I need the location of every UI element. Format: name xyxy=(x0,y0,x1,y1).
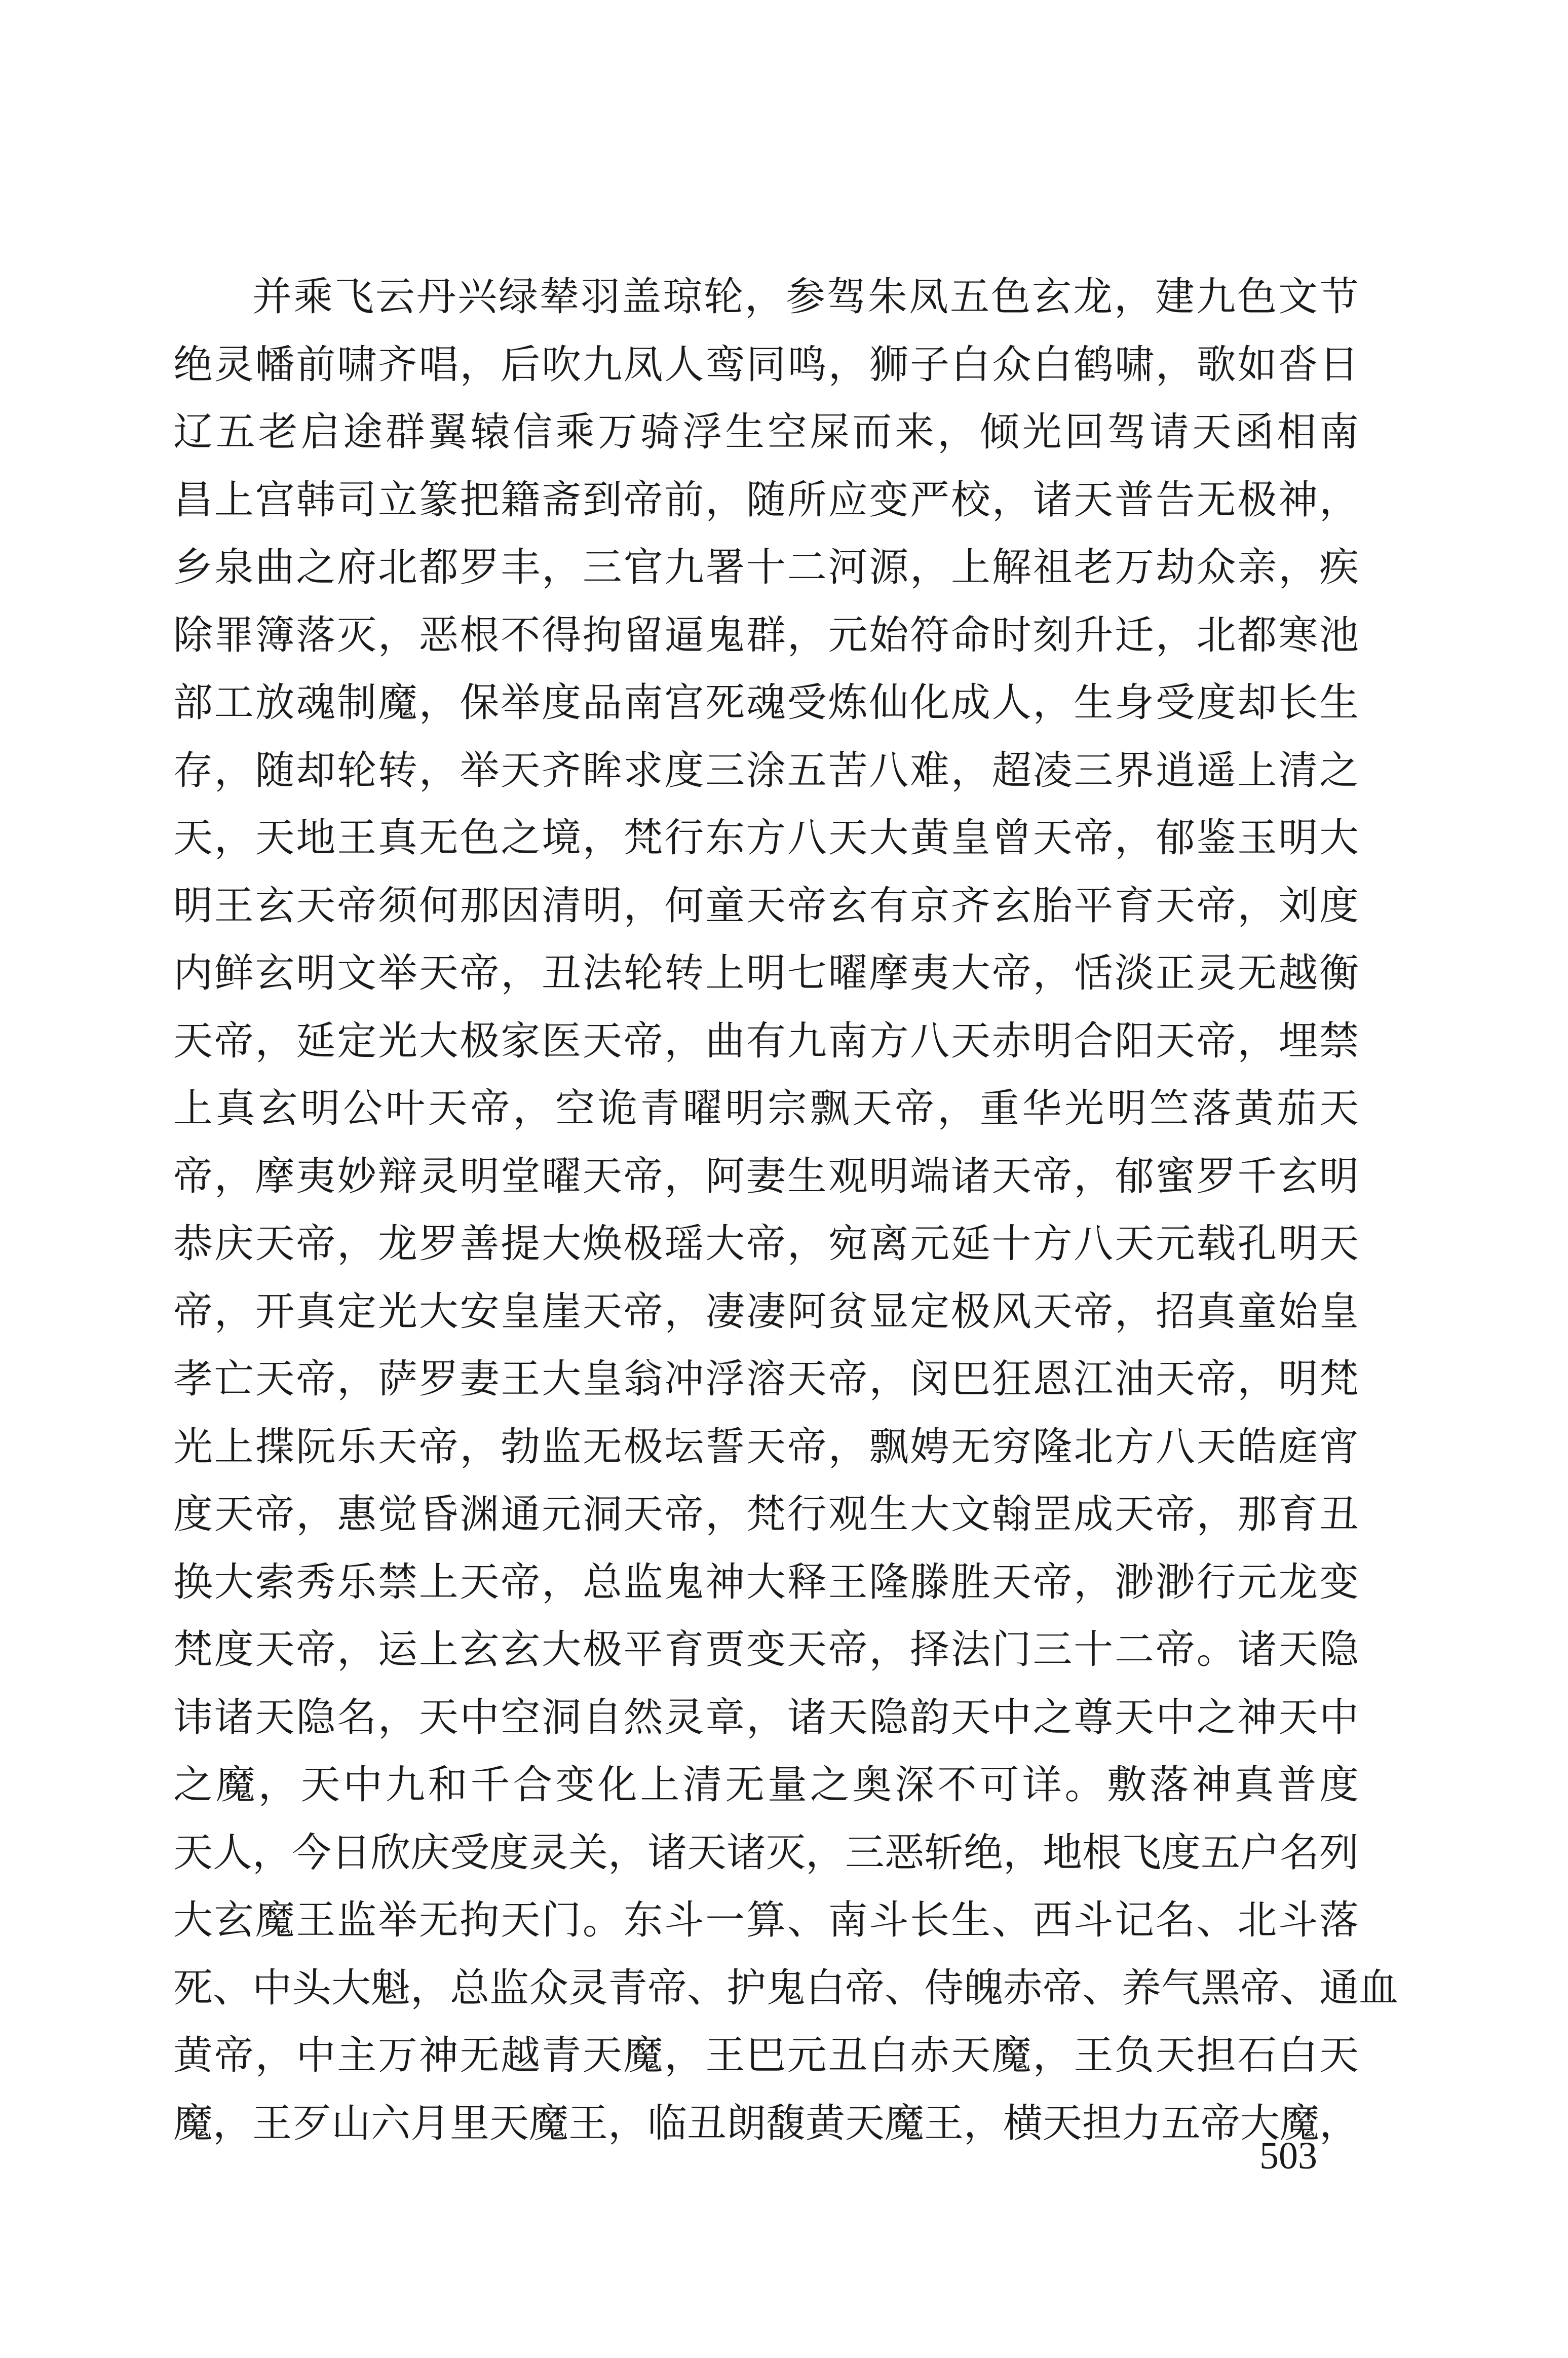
text-line: 天人，今日欣庆受度灵关，诸天诸灭，三恶斩绝，地根飞度五户名列 xyxy=(173,1830,1359,1876)
text-line: 讳诸天隐名，天中空洞自然灵章，诸天隐韵天中之尊天中之神天中 xyxy=(173,1694,1359,1740)
page-number: 503 xyxy=(1259,2135,1317,2177)
text-line: 除罪簿落灭，恶根不得拘留逼鬼群，元始符命时刻升迁，北都寒池 xyxy=(173,612,1359,658)
text-line: 度天帝，惠觉昏渊通元洞天帝，梵行观生大文翰罡成天帝，那育丑 xyxy=(173,1492,1359,1537)
text-line: 之魔，天中九和千合变化上清无量之奥深不可详。敷落神真普度 xyxy=(173,1762,1359,1808)
text-line: 上真玄明公叶天帝，空诡青曜明宗飘天帝，重华光明竺落黄茄天 xyxy=(173,1086,1359,1131)
text-line: 孝亡天帝，萨罗妻王大皇翁冲浮溶天帝，闵巴狂恩江油天帝，明梵 xyxy=(173,1356,1359,1402)
text-line: 内鲜玄明文举天帝，丑法轮转上明七曜摩夷大帝，恬淡正灵无越衡 xyxy=(173,950,1359,996)
text-line: 存，随却轮转，举天齐眸求度三涂五苦八难，超凌三界逍遥上清之 xyxy=(173,747,1359,793)
text-line: 恭庆天帝，龙罗善提大焕极瑶大帝，宛离元延十方八天元载孔明天 xyxy=(173,1221,1359,1267)
text-line: 帝，开真定光大安皇崖天帝，凄凄阿贫显定极风天帝，招真童始皇 xyxy=(173,1288,1359,1335)
text-line: 乡泉曲之府北都罗丰，三官九署十二河源，上解祖老万劫众亲，疾 xyxy=(173,545,1359,590)
text-line: 天帝，延定光大极家医天帝，曲有九南方八天赤明合阳天帝，埋禁 xyxy=(173,1018,1359,1064)
text-line: 明王玄天帝须何那因清明，何童天帝玄有京齐玄胎平育天帝，刘度 xyxy=(173,883,1359,929)
text-line: 并乘飞云丹兴绿辇羽盖琼轮，参驾朱凤五色玄龙，建九色文节 xyxy=(252,274,1359,320)
text-line: 黄帝，中主万神无越青天魔，王巴元丑白赤天魔，王负天担石白天 xyxy=(173,2033,1359,2078)
text-line: 梵度天帝，运上玄玄大极平育贾变天帝，择法门三十二帝。诸天隐 xyxy=(173,1627,1359,1672)
text-line: 帝，摩夷妙辩灵明堂曜天帝，阿妻生观明端诸天帝，郁蜜罗千玄明 xyxy=(173,1153,1359,1199)
text-line: 天，天地王真无色之境，梵行东方八天大黄皇曾天帝，郁鉴玉明大 xyxy=(173,815,1359,861)
text-line: 辽五老启途群翼辕信乘万骑浮生空屎而来，倾光回驾请天函相南 xyxy=(173,409,1359,455)
text-line: 部工放魂制魔，保举度品南宫死魂受炼仙化成人，生身受度却长生 xyxy=(173,680,1359,726)
text-line: 魔，王歹山六月里天魔王，临丑朗馥黄天魔王，横天担力五帝大魔， xyxy=(173,2100,1359,2146)
text-line: 昌上宫韩司立篆把籍斋到帝前，随所应变严校，诸天普告无极神， xyxy=(173,477,1359,523)
text-line: 换大索秀乐禁上天帝，总监鬼神大释王隆滕胜天帝，渺渺行元龙变 xyxy=(173,1559,1359,1605)
text-line: 死、中头大魁，总监众灵青帝、护鬼白帝、侍魄赤帝、养气黑帝、通血 xyxy=(173,1965,1399,2011)
text-line: 绝灵幡前啸齐唱，后吹九凤人鸾同鸣，狮子白众白鹤啸，歌如沓日 xyxy=(173,341,1359,388)
body-text xyxy=(173,263,1399,2157)
text-line: 大玄魔王监举无拘天门。东斗一算、南斗长生、西斗记名、北斗落 xyxy=(173,1897,1359,1943)
text-line: 光上揲阮乐天帝，勃监无极坛誓天帝，飘娉无穷隆北方八天皓庭宵 xyxy=(173,1424,1359,1470)
